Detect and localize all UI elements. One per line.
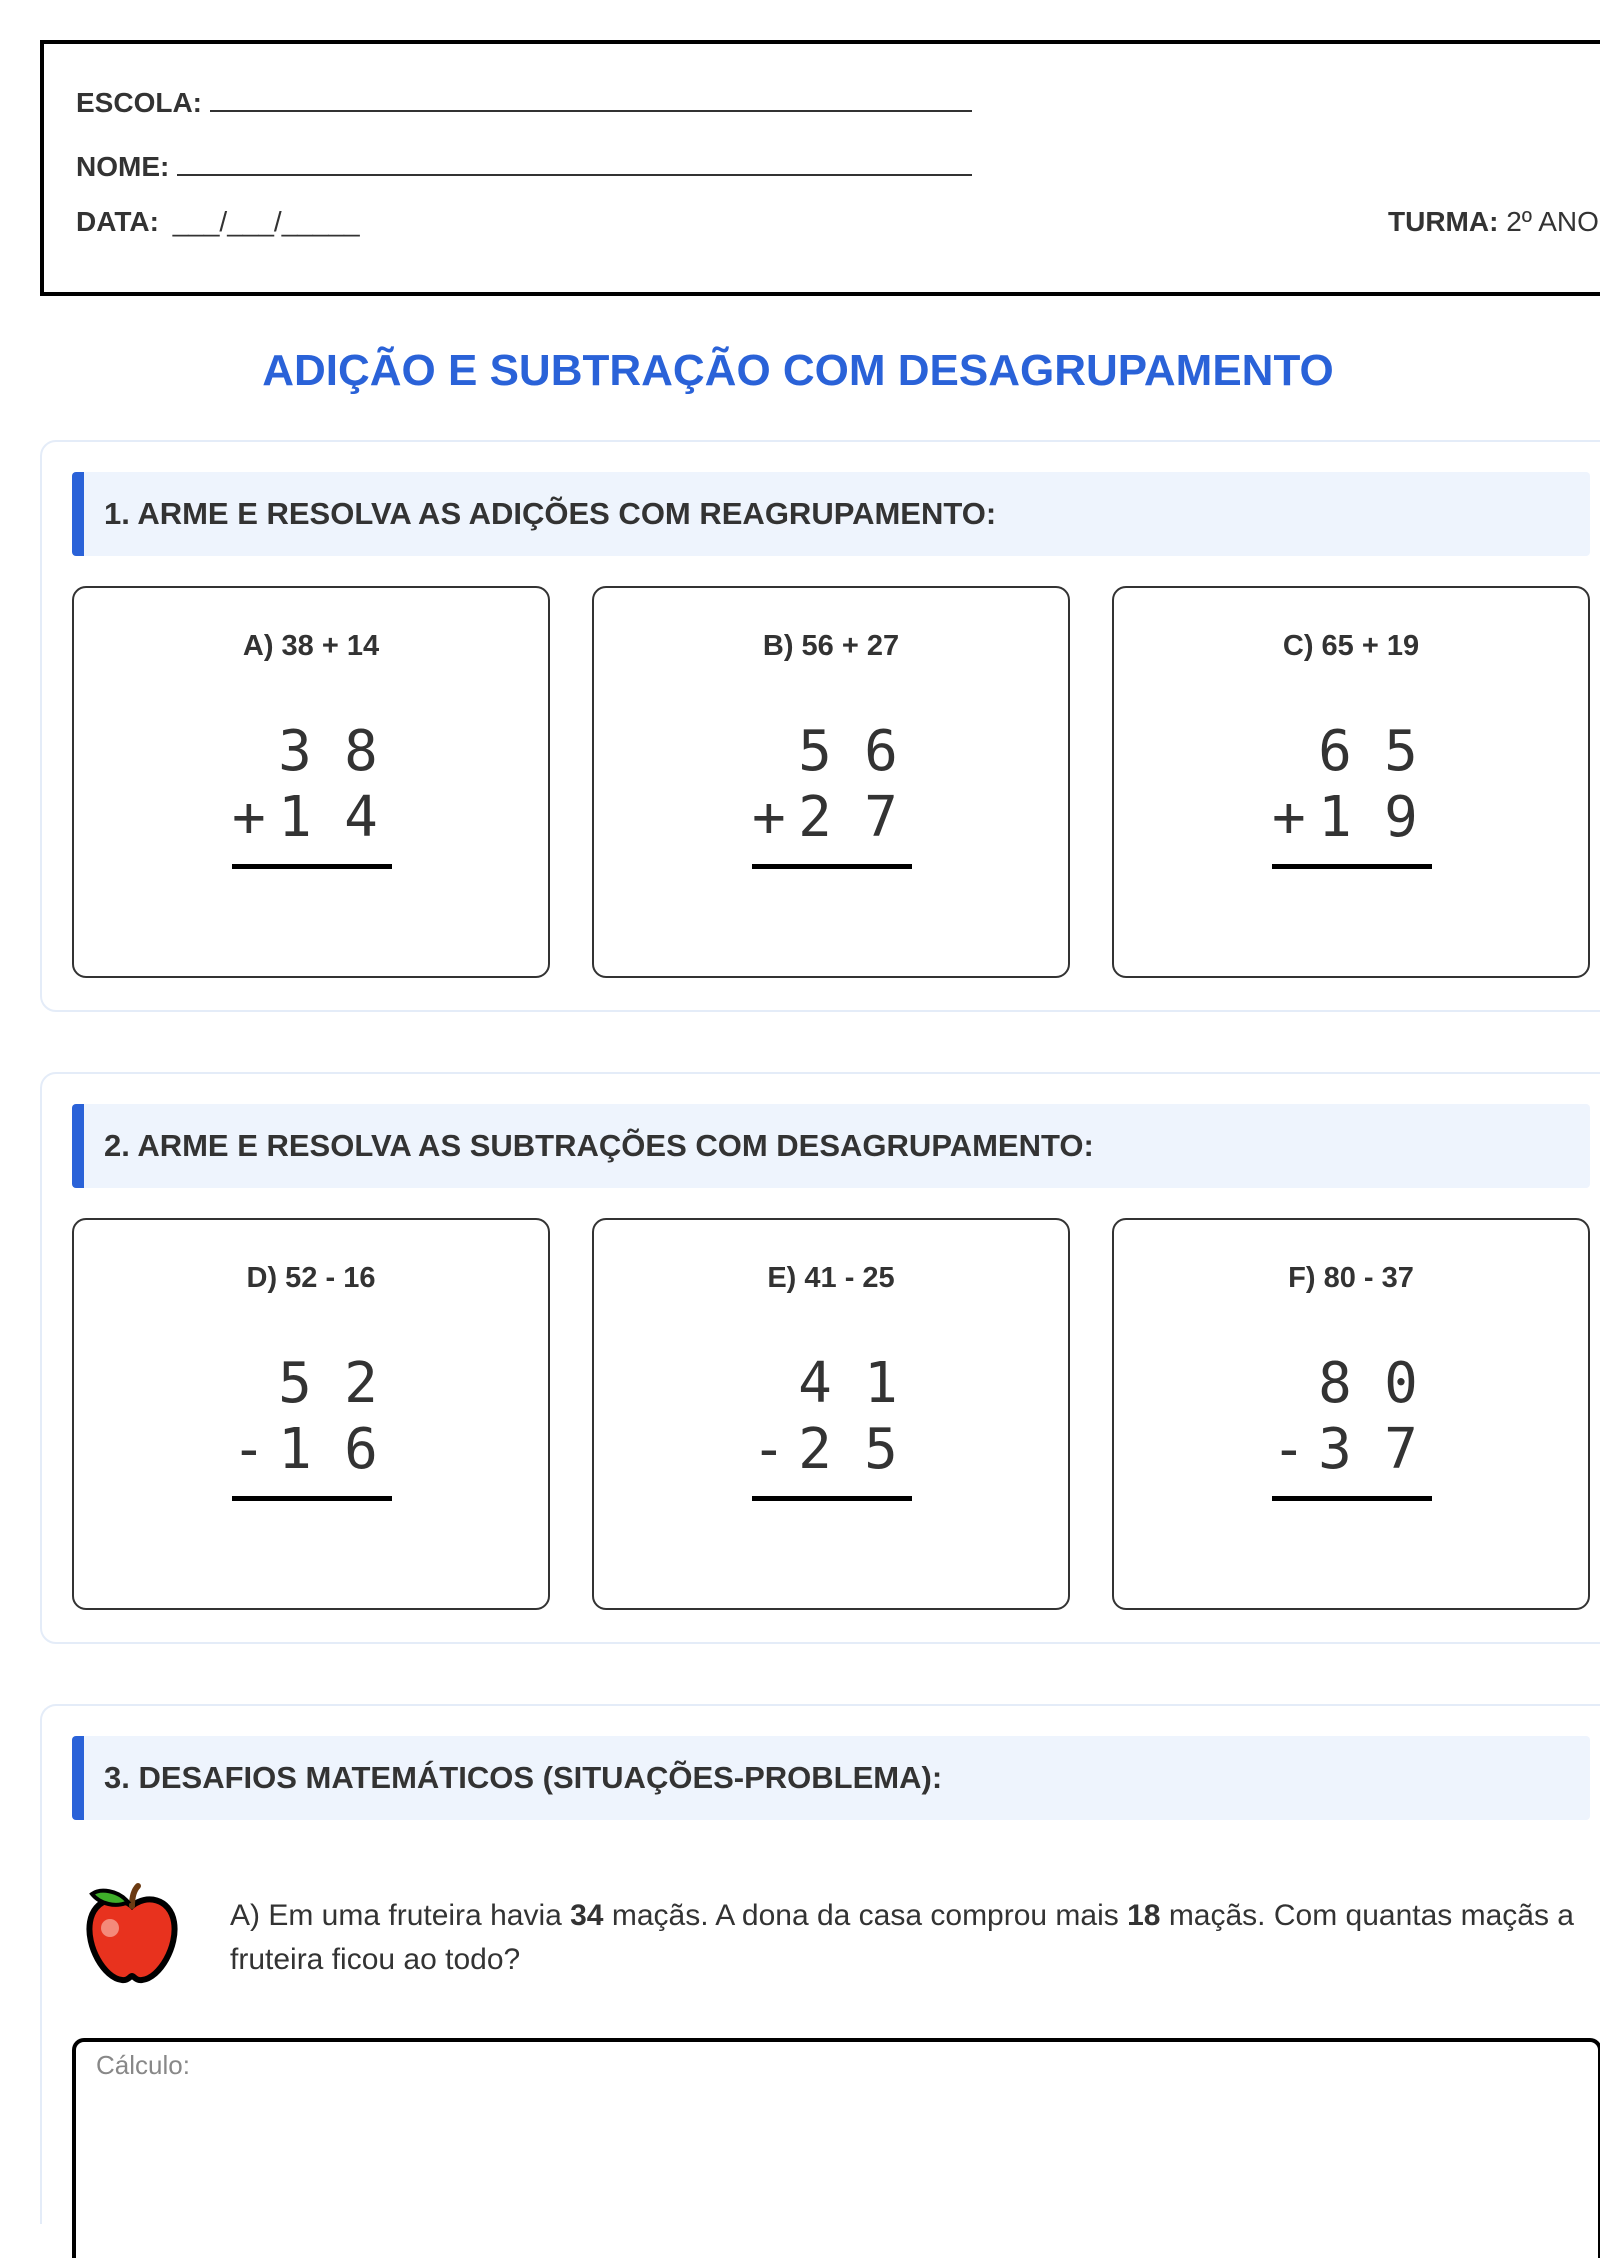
calc-top-row xyxy=(1272,718,1434,784)
digit: 3 xyxy=(1318,1416,1352,1482)
operation-title: C) 65 + 19 xyxy=(1282,630,1420,662)
operation-title: E) 41 - 25 xyxy=(767,1262,895,1294)
result-line xyxy=(232,1496,392,1501)
calc-bottom-row xyxy=(232,784,394,850)
digit: 2 xyxy=(344,1350,378,1416)
operation-card xyxy=(592,1218,1070,1610)
digit: 6 xyxy=(344,1416,378,1482)
operation-card xyxy=(1112,586,1590,978)
turma xyxy=(1388,206,1599,238)
digit: 8 xyxy=(344,718,378,784)
vertical-calculation xyxy=(232,718,394,850)
problem-text: A) Em uma fruteira havia 34 maçãs. A dona da casa comprou mais 18 maçãs. Com quantas maçãs a fruteira ficou ao todo? xyxy=(230,1899,1574,1976)
page-title-text: ADIÇÃO E SUBTRAÇÃO COM DESAGRUPAMENTO xyxy=(262,346,1334,395)
calc-bottom-row xyxy=(232,1416,394,1482)
number-highlight: 18 xyxy=(1127,1899,1161,1932)
escola-field[interactable] xyxy=(210,80,972,112)
digit: 2 xyxy=(798,1416,832,1482)
operator-sign: + xyxy=(232,784,266,850)
digit: 1 xyxy=(1318,784,1352,850)
calc-top-row xyxy=(752,718,914,784)
vertical-calculation xyxy=(752,1350,914,1482)
section-subtraction xyxy=(40,1072,1600,1644)
result-line xyxy=(232,864,392,869)
operator-sign: + xyxy=(1272,784,1306,850)
operation-title: D) 52 - 16 xyxy=(246,1262,376,1294)
calculation-answer-box[interactable] xyxy=(72,2038,1600,2258)
vertical-calculation xyxy=(752,718,914,850)
digit: 7 xyxy=(1384,1416,1418,1482)
data-field[interactable]: ___/___/_____ xyxy=(172,206,360,237)
calc-bottom-row xyxy=(1272,784,1434,850)
digit: 1 xyxy=(864,1350,898,1416)
operator-sign: - xyxy=(1272,1416,1306,1482)
escola-line xyxy=(76,80,972,119)
digit: 0 xyxy=(1384,1350,1418,1416)
section-heading: 1. ARME E RESOLVA AS ADIÇÕES COM REAGRUPAMENTO: xyxy=(72,472,1590,556)
operation-card xyxy=(72,586,550,978)
digit: 8 xyxy=(1318,1350,1352,1416)
number-highlight: 34 xyxy=(570,1899,604,1932)
result-line xyxy=(752,1496,912,1501)
operation-card xyxy=(72,1218,550,1610)
digit: 5 xyxy=(278,1350,312,1416)
calc-bottom-row xyxy=(752,784,914,850)
student-info-box xyxy=(40,40,1600,296)
result-line xyxy=(752,864,912,869)
calc-top-row xyxy=(232,1350,394,1416)
data-line xyxy=(76,206,360,238)
digit: 7 xyxy=(864,784,898,850)
section-problems xyxy=(40,1704,1600,2224)
apple-icon xyxy=(82,1882,182,1986)
section-heading: 2. ARME E RESOLVA AS SUBTRAÇÕES COM DESAGRUPAMENTO: xyxy=(72,1104,1590,1188)
calc-top-row xyxy=(1272,1350,1434,1416)
digit: 2 xyxy=(798,784,832,850)
result-line xyxy=(1272,1496,1432,1501)
digit: 3 xyxy=(278,718,312,784)
operation-title: F) 80 - 37 xyxy=(1288,1262,1414,1294)
digit: 6 xyxy=(1318,718,1352,784)
operation-title: A) 38 + 14 xyxy=(242,630,380,662)
digit: 1 xyxy=(278,784,312,850)
digit: 6 xyxy=(864,718,898,784)
calc-top-row xyxy=(232,718,394,784)
calc-box-label: Cálculo: xyxy=(96,2050,190,2080)
nome-field[interactable] xyxy=(177,144,972,176)
turma-label: TURMA: xyxy=(1388,206,1499,237)
digit: 1 xyxy=(278,1416,312,1482)
calc-top-row xyxy=(752,1350,914,1416)
vertical-calculation xyxy=(1272,1350,1434,1482)
section-heading: 3. DESAFIOS MATEMÁTICOS (SITUAÇÕES-PROBLEMA): xyxy=(72,1736,1590,1820)
operation-card xyxy=(592,586,1070,978)
operator-sign: + xyxy=(752,784,786,850)
calc-bottom-row xyxy=(1272,1416,1434,1482)
escola-label: ESCOLA: xyxy=(76,87,202,118)
data-label: DATA: xyxy=(76,206,159,237)
digit: 5 xyxy=(798,718,832,784)
digit: 4 xyxy=(344,784,378,850)
vertical-calculation xyxy=(232,1350,394,1482)
section-addition xyxy=(40,440,1600,1012)
vertical-calculation xyxy=(1272,718,1434,850)
page-title xyxy=(0,346,1600,396)
operation-title: B) 56 + 27 xyxy=(762,630,900,662)
digit: 5 xyxy=(1384,718,1418,784)
digit: 5 xyxy=(864,1416,898,1482)
operator-sign: - xyxy=(232,1416,266,1482)
digit: 4 xyxy=(798,1350,832,1416)
result-line xyxy=(1272,864,1432,869)
calc-bottom-row xyxy=(752,1416,914,1482)
nome-line xyxy=(76,144,972,183)
turma-value: 2º ANO xyxy=(1506,206,1599,237)
operator-sign: - xyxy=(752,1416,786,1482)
operation-card xyxy=(1112,1218,1590,1610)
nome-label: NOME: xyxy=(76,151,170,182)
digit: 9 xyxy=(1384,784,1418,850)
